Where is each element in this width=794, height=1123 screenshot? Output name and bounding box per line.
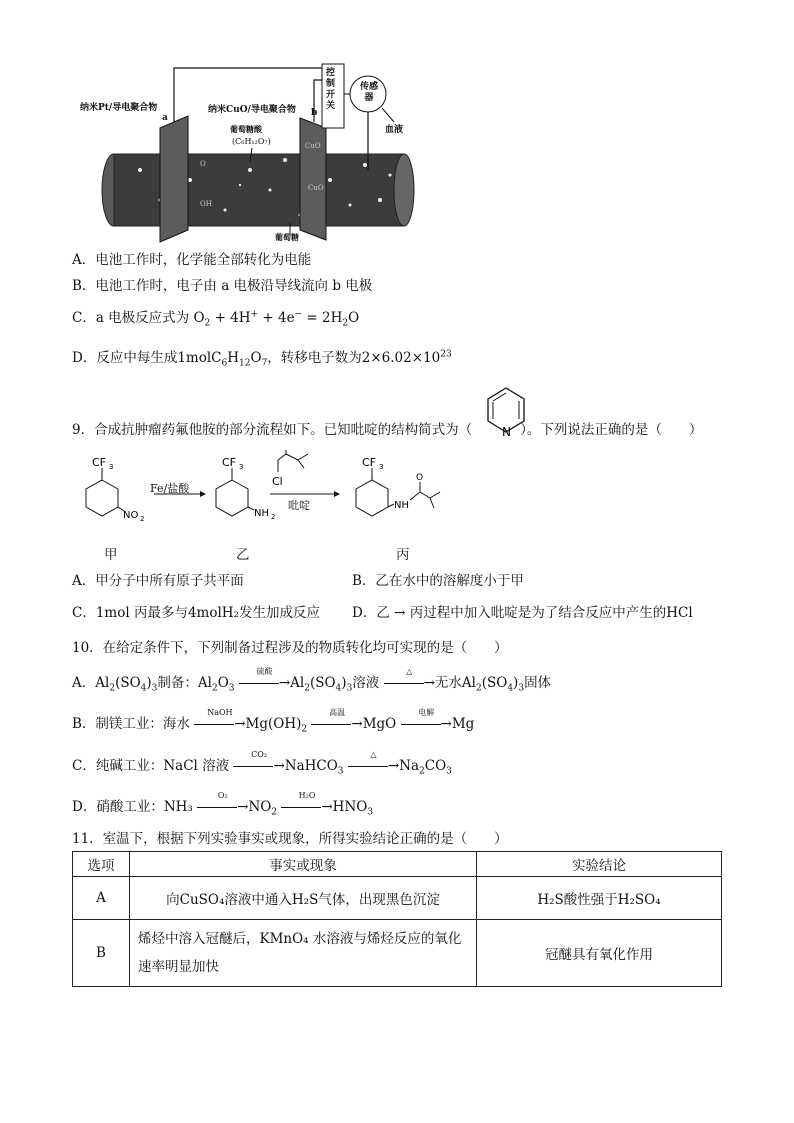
q10-c-cond1: CO₂ — [251, 750, 268, 759]
pyridine-structure — [482, 384, 530, 442]
svg-text:NH: NH — [254, 508, 269, 519]
q9-option-a: A．甲分子中所有原子共平面 — [72, 573, 244, 589]
q10-option-d: D．硝酸工业：NH₃ O₂ $\to NO_2$ H₂O $\to HNO_3$ — [72, 797, 373, 817]
electrode-b-label: 纳米CuO/导电聚合物 — [208, 105, 296, 115]
header-conclusion: 实验结论 — [477, 852, 722, 877]
q10-d-cond2: H₂O — [298, 791, 316, 800]
header-fact: 事实或现象 — [130, 852, 477, 877]
q10-c-arrow2: △ → — [348, 756, 399, 776]
q10-d-arrow1: O₂ → — [197, 797, 248, 817]
row-a-conclusion: H₂S酸性强于H₂SO₄ — [477, 877, 722, 920]
svg-text:NH: NH — [394, 500, 409, 511]
q10-b-arrow1: NaOH → — [194, 714, 245, 734]
svg-text:O: O — [416, 473, 424, 483]
q10-b-arrow2: 高温 → — [311, 714, 362, 734]
gluconic-acid-label: 葡萄糖酸 — [230, 124, 262, 134]
q10-c-cond2: △ — [370, 750, 377, 759]
q8-option-d-number: $2\times 6.02\times 10^{23}$ — [361, 349, 452, 366]
reagent-fe-hcl: Fe/盐酸 — [150, 482, 190, 495]
q10-b-cond1: NaOH — [207, 708, 233, 717]
q8-option-c-text: C．a 电极反应式为 — [72, 310, 190, 326]
header-option: 选项 — [73, 852, 130, 877]
q9-option-c: C．1mol 丙最多与4molH₂发生加成反应 — [72, 605, 320, 621]
q11-stem: 11．室温下，根据下列实验事实或现象，所得实验结论正确的是（ ） — [72, 831, 508, 847]
svg-text:CF: CF — [92, 456, 107, 469]
label-yi: 乙 — [236, 547, 250, 563]
compound-jia — [86, 456, 144, 523]
q9-option-b: B．乙在水中的溶解度小于甲 — [352, 573, 524, 589]
q9-stem — [72, 420, 702, 440]
q10-b-cond3: 电解 — [418, 708, 435, 717]
q8-option-c — [72, 308, 359, 328]
compound-bing — [356, 456, 440, 516]
switch-label: 控制开关 — [326, 68, 336, 111]
svg-text:NO: NO — [123, 510, 139, 521]
label-bing: 丙 — [396, 547, 410, 563]
q10-a-text3: 无水 — [434, 675, 462, 691]
q8-option-d-formula: $1molC_6H_{12}O_7$ — [177, 350, 268, 369]
q8-option-d-mid: ，转移电子数为 — [267, 350, 362, 366]
q10-option-b: B．制镁工业：海水 NaOH $\to Mg(OH)_2$ 高温 →MgO 电解 →Mg — [72, 714, 474, 734]
sensor-label: 传感器 — [359, 82, 378, 103]
reagent-pyridine: 吡啶 — [288, 499, 310, 512]
q10-a-text4: 固体 — [524, 675, 552, 691]
row-b-conclusion: 冠醚具有氧化作用 — [477, 920, 722, 987]
svg-text:CF: CF — [222, 456, 237, 469]
q8-option-c-equation: $O_2 + 4H^+ + 4e^- = 2H_2O$ — [193, 309, 360, 329]
table-row — [73, 920, 722, 987]
q10-b-cond2: 高温 — [329, 708, 346, 717]
svg-text:3: 3 — [379, 463, 384, 471]
glucose-label: 葡萄糖 — [275, 232, 299, 242]
q8-option-d — [72, 348, 452, 368]
q10-d-cond1: O₂ — [217, 791, 228, 800]
reaction-scheme — [72, 450, 492, 530]
q10-b-arrow3: 电解 → — [401, 714, 452, 734]
q8-option-a: A．电池工作时，化学能全部转化为电能 — [72, 252, 312, 268]
q8-option-d-text: D．反应中每生成 — [72, 350, 178, 366]
q10-stem: 10．在给定条件下，下列制备过程涉及的物质转化均可实现的是（ ） — [72, 640, 508, 656]
table-header-row — [73, 852, 722, 877]
gluconic-acid-formula: (C₆H₁₂O₇) — [232, 137, 271, 146]
q10-a-text1: 制备： — [157, 675, 198, 691]
table-row — [73, 877, 722, 920]
svg-text:CF: CF — [362, 456, 377, 469]
q9-stem-part1: 9．合成抗肿瘤药氟他胺的部分流程如下。已知吡啶的结构简式为（ — [72, 422, 473, 438]
q10-a-cond1: 硫酸 — [256, 667, 273, 676]
isobutyryl-chloride — [272, 450, 308, 488]
q10-a-cond2: △ — [406, 667, 413, 676]
row-a-option: A — [73, 877, 130, 920]
q10-d-arrow2: H₂O → — [281, 797, 332, 817]
q10-c-text: C．纯碱工业：NaCl 溶液 — [72, 758, 230, 774]
oh-label: OH — [200, 200, 212, 208]
svg-text:N: N — [502, 425, 511, 439]
q10-option-c: C．纯碱工业：NaCl 溶液 CO₂ →NaHCO$_3$ △ $\to Na_2CO_3$ — [72, 756, 452, 776]
svg-text:Cl: Cl — [272, 475, 283, 488]
q10-d-text: D．硝酸工业：NH₃ — [72, 799, 193, 815]
electrode-a-letter: a — [162, 113, 168, 123]
label-jia: 甲 — [104, 547, 118, 563]
q9-option-d: D．乙 → 丙过程中加入吡啶是为了结合反应中产生的HCl — [352, 605, 693, 621]
q10-option-a: A．$Al_2(SO_4)_3$制备：$Al_2O_3$ 硫酸 $\to Al_2(SO_4)_3$溶液 △ →无水$Al_2(SO_4)_3$固体 — [72, 673, 551, 693]
oxygen-label: O — [200, 160, 206, 168]
q9-stem-part2: ）。下列说法正确的是（ ） — [520, 422, 703, 438]
blood-label: 血液 — [385, 125, 404, 135]
svg-text:3: 3 — [239, 463, 244, 471]
compound-yi — [216, 456, 275, 521]
electrode-b-letter: b — [311, 108, 318, 118]
glucose-fuel-cell-diagram — [80, 60, 420, 245]
q10-c-arrow1: CO₂ → — [233, 756, 284, 776]
svg-text:2: 2 — [271, 513, 276, 521]
electrode-a-label: 纳米Pt/导电聚合物 — [80, 103, 158, 113]
q10-b-text: B．制镁工业：海水 — [72, 716, 190, 732]
svg-text:3: 3 — [109, 463, 114, 471]
cuo-label-top: CuO — [305, 142, 321, 150]
q8-option-b: B．电池工作时，电子由 a 电极沿导线流向 b 电极 — [72, 278, 373, 294]
q11-table — [72, 851, 722, 987]
q10-a-arrow1: 硫酸 → — [239, 673, 290, 693]
q10-a-arrow2: △ → — [384, 673, 435, 693]
q10-a-text2: 溶液 — [352, 675, 380, 691]
cuo-label-bottom: CuO — [308, 184, 324, 192]
q10-a-prefix: A． — [72, 675, 96, 691]
svg-text:2: 2 — [140, 515, 145, 523]
row-a-fact: 向CuSO₄溶液中通入H₂S气体，出现黑色沉淀 — [130, 877, 477, 920]
row-b-option: B — [73, 920, 130, 987]
row-b-fact: 烯烃中溶入冠醚后，KMnO₄ 水溶液与烯烃反应的氧化速率明显加快 — [130, 920, 477, 987]
